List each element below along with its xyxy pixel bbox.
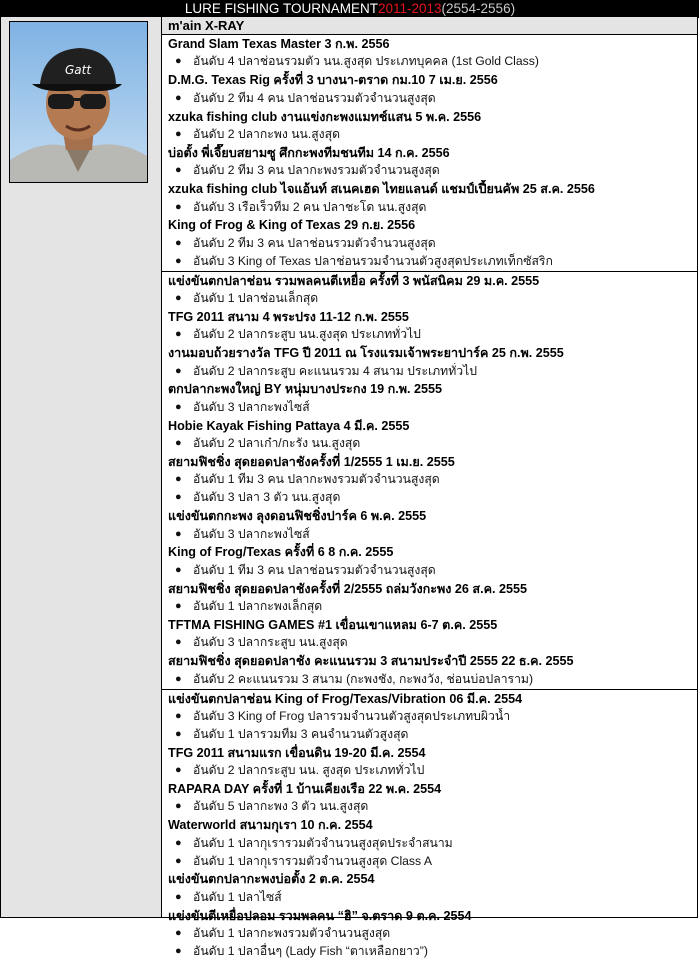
award-text: อันดับ 2 ปลาเก๋า/กะรัง นน.สูงสุด [193, 436, 361, 451]
bullet-icon: ● [175, 291, 182, 304]
award-text: อันดับ 3 ปลากะพงไซส์ [193, 526, 310, 541]
award-text: อันดับ 2 ปลากระสูบ นน. สูงสุด ประเภททั่วไป [193, 763, 425, 778]
bullet-icon: ● [175, 836, 182, 849]
event-title: Grand Slam Texas Master 3 ก.พ. 2556 [168, 37, 390, 51]
bullet-icon: ● [175, 945, 182, 958]
award-item [162, 53, 697, 71]
award-item [162, 671, 697, 689]
event-title: King of Frog/Texas ครั้งที่ 6 8 ก.ค. 2555 [168, 545, 394, 560]
bullet-icon: ● [175, 473, 182, 486]
award-item [162, 835, 697, 853]
award-item [162, 199, 697, 217]
award-text: อันดับ 1 ปลากะพงรวมตัวจำนวนสูงสุด [193, 926, 391, 941]
title-text: LURE FISHING TOURNAMENT [184, 1, 378, 16]
award-text: อันดับ 2 คะแนนรวม 3 สนาม (กะพงชัง, กะพงวัง, ช่อนบ่อปลาราม) [193, 671, 534, 686]
award-item [162, 526, 697, 544]
award-text: อันดับ 1 ทีม 3 คน ปลาช่อนรวมตัวจำนวนสูงสุด [193, 562, 436, 577]
award-item [162, 726, 697, 744]
award-item [162, 798, 697, 816]
angler-photo [9, 21, 148, 183]
award-text: อันดับ 3 ปลา 3 ตัว นน.สูงสุด [193, 490, 341, 505]
event-title: แข่งขันตกปลาช่อน รวมพลคนตีเหยื่อ ครั้งที่ 3 พนัสนิคม 29 ม.ค. 2555 [168, 273, 540, 288]
event-title: สยามฟิชชิ่ง สุดยอดปลาชังครั้งที่ 2/2555 ถล่มวังกะพง 26 ส.ค. 2555 [168, 581, 528, 596]
award-text: อันดับ 2 ทีม 3 คน ปลาช่อนรวมตัวจำนวนสูงสุด [193, 235, 436, 250]
bullet-icon: ● [175, 491, 182, 504]
award-item [162, 162, 697, 180]
award-item [162, 399, 697, 417]
event-title: ตกปลากะพงใหญ่ BY หนุ่มบางประกง 19 ก.พ. 2555 [168, 382, 443, 397]
bullet-icon: ● [175, 800, 182, 813]
event-title: แข่งขันตกกะพง ลุงดอนฟิชชิ่งปาร์ค 6 พ.ค. 2555 [168, 509, 427, 524]
award-text: อันดับ 1 ปลากุเรารวมตัวจำนวนสูงสุดประจำสนาม [193, 835, 453, 850]
bullet-icon: ● [175, 600, 182, 613]
award-item [162, 708, 697, 726]
bullet-icon: ● [175, 854, 182, 867]
award-item [162, 471, 697, 489]
bullet-icon: ● [175, 437, 182, 450]
event-title: แข่งขันตกปลากะพงบ่อตั้ง 2 ต.ค. 2554 [168, 872, 375, 887]
bullet-icon: ● [175, 672, 182, 685]
award-text: อันดับ 1 ปลากุเรารวมตัวจำนวนสูงสุด Class A [193, 853, 432, 868]
bullet-icon: ● [175, 364, 182, 377]
award-text: อันดับ 3 King of Texas ปลาช่อนรวมจำนวนตัวสูงสุดประเภทเท็กซัสริก [193, 253, 553, 268]
event-title: งานมอบถ้วยรางวัล TFG ปี 2011 ณ โรงแรมเจ้าพระยาปาร์ค 25 ก.พ. 2555 [168, 346, 564, 361]
award-text: อันดับ 4 ปลาช่อนรวมตัว นน.สูงสุด ประเภทบุคคล (1st Gold Class) [193, 54, 539, 69]
bullet-icon: ● [175, 328, 182, 341]
year-section-2554 [162, 690, 697, 961]
award-item [162, 762, 697, 780]
award-text: อันดับ 1 ปลากะพงเล็กสุด [193, 599, 323, 614]
bullet-icon: ● [175, 236, 182, 249]
bullet-icon: ● [175, 709, 182, 722]
angler-name: m'ain X-RAY [162, 17, 697, 35]
award-item [162, 90, 697, 108]
award-text: อันดับ 5 ปลากะพง 3 ตัว นน.สูงสุด [193, 799, 369, 814]
event-title: แข่งขันตีเหยื่อปลอม รวมพลคน “ฮิ” จ.ตราด 9 ต.ค. 2554 [168, 908, 472, 923]
event-title: TFG 2011 สนาม 4 พระปรง 11-12 ก.พ. 2555 [168, 309, 409, 324]
title-bar [1, 0, 699, 18]
award-text: อันดับ 2 ทีม 4 คน ปลาช่อนรวมตัวจำนวนสูงสุด [193, 90, 436, 105]
event-title: Hobie Kayak Fishing Pattaya 4 มี.ค. 2555 [168, 418, 410, 433]
award-item [162, 598, 697, 616]
award-item [162, 853, 697, 871]
results-list [162, 35, 697, 961]
award-item [162, 943, 697, 961]
event-title: TFG 2011 สนามแรก เขื่อนดิน 19-20 มี.ค. 2554 [168, 745, 426, 760]
records-column [162, 17, 697, 959]
event-title: D.M.G. Texas Rig ครั้งที่ 3 บางนา-ตราด กม.10 7 เม.ย. 2556 [168, 73, 498, 88]
event-title: สยามฟิชชิ่ง สุดยอดปลาชังครั้งที่ 1/2555 1 เม.ย. 2555 [168, 454, 455, 469]
award-item [162, 290, 697, 308]
award-text: อันดับ 1 ปลาอื่นๆ (Lady Fish “ตาเหลือกยาว”) [193, 944, 428, 959]
award-item [162, 925, 697, 943]
award-text: อันดับ 1 ปลารวมทีม 3 คนจำนวนตัวสูงสุด [193, 726, 409, 741]
award-item [162, 253, 697, 271]
event-title: แข่งขันตกปลาช่อน King of Frog/Texas/Vibration 06 มี.ค. 2554 [168, 691, 523, 706]
award-item [162, 126, 697, 144]
photo-column [1, 17, 162, 917]
event-title: Waterworld สนามกุเรา 10 ก.ค. 2554 [168, 818, 373, 833]
award-item [162, 889, 697, 907]
event-title: สยามฟิชชิ่ง สุดยอดปลาชัง คะแนนรวม 3 สนามประจำปี 2555 22 ธ.ค. 2555 [168, 654, 574, 669]
year-section-2556 [162, 35, 697, 272]
bullet-icon: ● [175, 254, 182, 267]
award-item [162, 326, 697, 344]
award-text: อันดับ 2 ปลากระสูบ คะแนนรวม 4 สนาม ประเภททั่วไป [193, 363, 477, 378]
event-title: xzuka fishing club ไจแอ้นท์ สเนคเฮด ไทยแลนด์ แชมป์เปี้ยนคัพ 25 ส.ค. 2556 [168, 182, 595, 197]
bullet-icon: ● [175, 890, 182, 903]
cap-logo-text: Gatt [64, 63, 92, 77]
award-item [162, 235, 697, 253]
event-title: TFTMA FISHING GAMES #1 เขื่อนเขาแหลม 6-7 ต.ค. 2555 [168, 618, 498, 632]
award-item [162, 435, 697, 453]
award-text: อันดับ 1 ทีม 3 คน ปลากะพงรวมตัวจำนวนสูงสุด [193, 472, 440, 487]
award-item [162, 489, 697, 507]
bullet-icon: ● [175, 164, 182, 177]
bullet-icon: ● [175, 55, 182, 68]
bullet-icon: ● [175, 636, 182, 649]
award-text: อันดับ 1 ปลาไซส์ [193, 889, 282, 904]
bullet-icon: ● [175, 127, 182, 140]
event-title: xzuka fishing club งานแข่งกะพงแมทช์แสน 5 พ.ค. 2556 [168, 109, 482, 124]
award-text: อันดับ 2 ปลากะพง นน.สูงสุด [193, 126, 340, 141]
bullet-icon: ● [175, 927, 182, 940]
award-text: อันดับ 1 ปลาช่อนเล็กสุด [193, 290, 319, 305]
bullet-icon: ● [175, 91, 182, 104]
award-item [162, 363, 697, 381]
bullet-icon: ● [175, 563, 182, 576]
bullet-icon: ● [175, 400, 182, 413]
bullet-icon: ● [175, 200, 182, 213]
award-text: อันดับ 3 King of Frog ปลารวมจำนวนตัวสูงสุดประเภทบผิวน้ำ [193, 708, 511, 723]
event-title: RAPARA DAY ครั้งที่ 1 บ้านเคียงเรือ 22 พ.ค. 2554 [168, 782, 442, 797]
bullet-icon: ● [175, 727, 182, 740]
award-text: อันดับ 2 ปลากระสูบ นน.สูงสุด ประเภททั่วไป [193, 327, 421, 342]
angler-portrait-image [10, 22, 147, 182]
year-section-2555 [162, 272, 697, 690]
bullet-icon: ● [175, 527, 182, 540]
event-title: King of Frog & King of Texas 29 ก.ย. 2556 [168, 218, 416, 233]
bullet-icon: ● [175, 764, 182, 777]
award-text: อันดับ 2 ทีม 3 คน ปลากะพงรวมตัวจำนวนสูงสุด [193, 163, 440, 178]
award-text: อันดับ 3 เรือเร็วทีม 2 คน ปลาชะโด นน.สูงสุด [193, 199, 427, 214]
award-item [162, 634, 697, 652]
award-text: อันดับ 3 ปลากะพงไซส์ [193, 399, 310, 414]
award-item [162, 562, 697, 580]
event-title: บ่อตั้ง พี่เจี๊ยบสยามซู ศึกกะพงทีมชนทีม 14 ก.ค. 2556 [168, 145, 450, 160]
title-thai-years: (2554-2556) [441, 1, 516, 16]
title-years: 2011-2013 [377, 1, 442, 16]
award-text: อันดับ 3 ปลากระสูบ นน.สูงสุด [193, 635, 348, 650]
